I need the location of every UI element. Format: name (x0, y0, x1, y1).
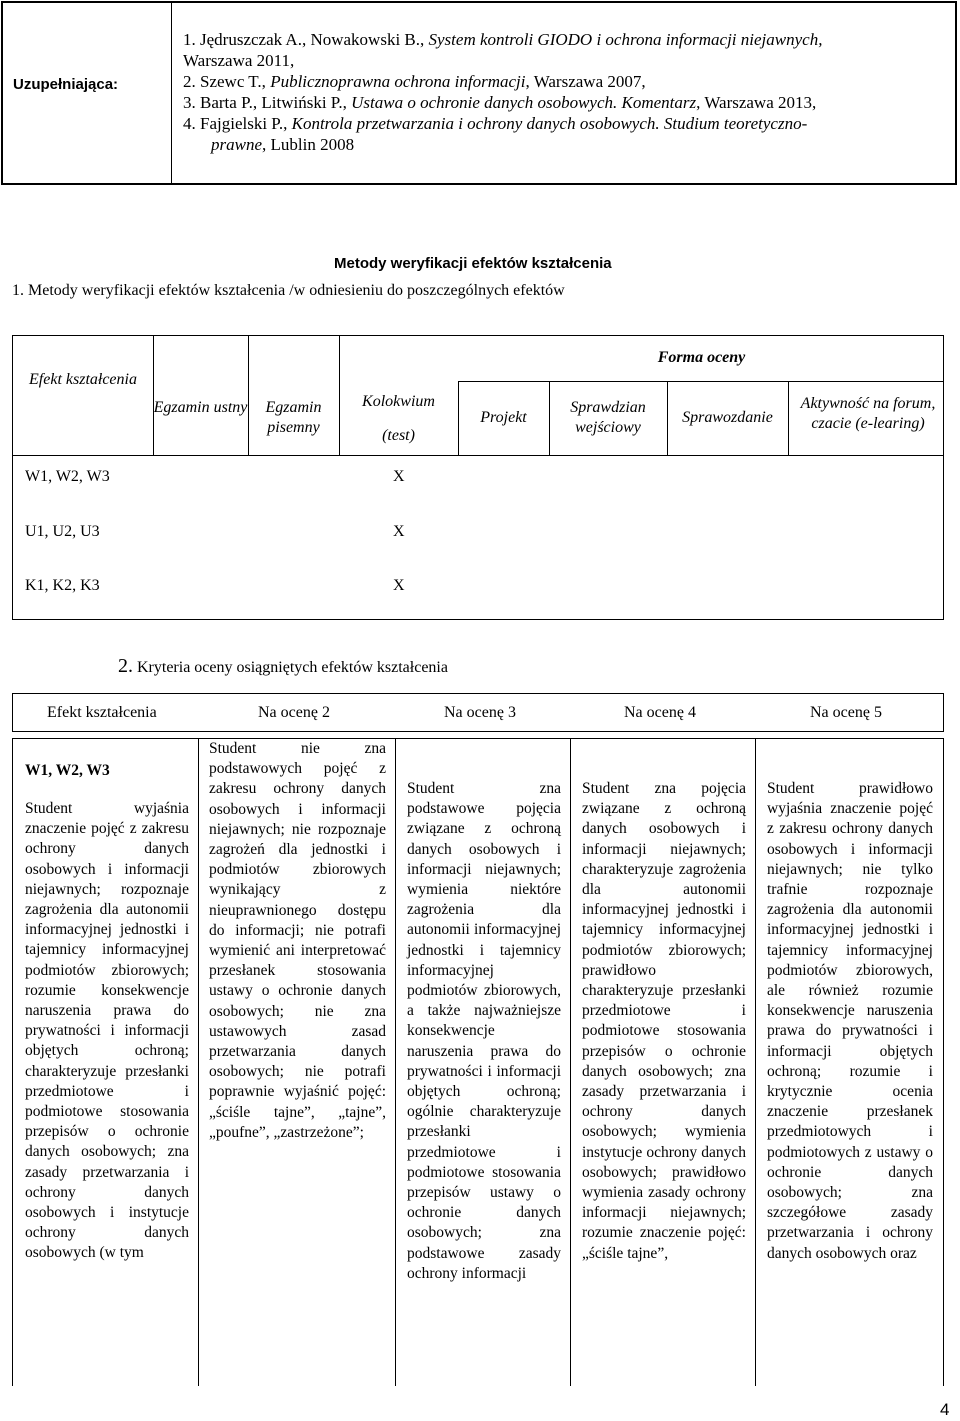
header-sprawozdanie: Sprawozdanie (682, 409, 773, 426)
col-divider (153, 336, 154, 455)
methods-heading: Metody weryfikacji efektów kształcenia (334, 255, 612, 272)
row-mark-w: X (393, 468, 405, 485)
page-number: 4 (940, 1400, 950, 1419)
methods-subtitle: 1. Metody weryfikacji efektów kształcenia /w odniesieniu do poszczególnych efektów (12, 282, 565, 299)
bibliography-divider (171, 3, 172, 183)
header-forma-oceny: Forma oceny (657, 349, 746, 366)
criteria-header-grade-2: Na ocenę 2 (258, 704, 330, 721)
criteria-grade-2-text: Student nie zna podstawowych pojęć z zakresu ochrony danych osobowych i informacji niejawnych; nie rozpoznaje zagrożeń dla jednostki i podmiotów zbiorowych wynikający z nieuprawnionego dostępu do informacji; nie potrafi wymienić ani interpretować przesłanek stosowania ustawy o ochronie danych osobowych; nie zna ustawowych zasad przetwarzania danych osobowych; nie potrafi poprawnie wyjaśnić pojęć: „ściśle tajne”, „tajne”, „poufne”, „zastrzeżone”; (209, 740, 386, 1141)
col-divider (198, 739, 199, 1386)
header-test: (test) (382, 427, 415, 444)
row-label-k: K1, K2, K3 (25, 577, 100, 594)
criteria-effect-text: Student wyjaśnia znaczenie pojęć z zakresu ochrony danych osobowych i informacji niejawnych; rozpoznaje zagrożenia dla autonomii informacyjnej jednostki i tajemnicy informacyjnej podmiotów zbiorowych; rozumie konsekwencje naruszenia prawa do prywatności i informacji objętych ochroną; charakteryzuje przesłanki przedmiotowe i podmiotowe stosowania przepisów o ochronie danych osobowych; zna zasady przetwarzania i ochrony danych osobowych i instytucje ochrony danych osobowych (w tym (25, 800, 189, 1262)
header-egzamin-pisemny: Egzamin pisemny (265, 399, 322, 436)
criteria-table (12, 738, 944, 1386)
row-mark-u: X (393, 523, 405, 540)
row-label-w: W1, W2, W3 (25, 468, 110, 485)
criteria-effect-label: W1, W2, W3 (25, 762, 110, 779)
bibliography-item-2: 2. Szewc T., Publicznoprawna ochrona informacji, Warszawa 2007, (183, 72, 646, 91)
bibliography-item-1: 1. Jędruszczak A., Nowakowski B., System kontroli GIODO i ochrona informacji niejawnych, Warszawa 2011, (183, 30, 823, 70)
row-label-u: U1, U2, U3 (25, 523, 100, 540)
header-aktywnosc: Aktywność na forum, czacie (e-learing) (800, 395, 936, 432)
bibliography-label: Uzupełniająca: (13, 76, 119, 93)
header-sprawdzian: Sprawdzian wejściowy (570, 399, 646, 436)
bibliography-box (1, 1, 957, 185)
bibliography-item-3: 3. Barta P., Litwiński P., Ustawa o ochronie danych osobowych. Komentarz, Warszawa 2013, (183, 93, 817, 112)
col-divider (755, 739, 756, 1386)
header-egzamin-ustny: Egzamin ustny (153, 399, 248, 416)
criteria-title: 2. Kryteria oceny osiągniętych efektów kształcenia (118, 655, 448, 677)
criteria-header (12, 693, 944, 732)
bibliography-item-4: 4. Fajgielski P., Kontrola przetwarzania i ochrony danych osobowych. Studium teoretyczno- prawne, Lublin 2008 (183, 114, 808, 154)
methods-table (12, 335, 944, 620)
header-kolokwium: Kolokwium (362, 393, 435, 410)
criteria-header-grade-5: Na ocenę 5 (810, 704, 882, 721)
header-effect: Efekt kształcenia (29, 371, 137, 388)
forma-oceny-underline (458, 381, 943, 382)
header-bottom-line (13, 455, 943, 456)
criteria-header-grade-3: Na ocenę 3 (444, 704, 516, 721)
criteria-header-grade-4: Na ocenę 4 (624, 704, 696, 721)
row-mark-k: X (393, 577, 405, 594)
criteria-grade-5-text: Student prawidłowo wyjaśnia znaczenie pojęć z zakresu ochrony danych osobowych i informacji niejawnych; nie tylko trafnie rozpoznaje zagrożenia dla autonomii informacyjnej jednostki i tajemnicy informacyjnej podmiotów zbiorowych, ale również rozumie konsekwencje naruszenia prawa do prywatności i informacji objętych ochroną; rozumie i krytycznie ocenia znaczenie przesłanek przedmiotowych i podmiotowych z ustawy o ochronie danych osobowych; zna szczegółowe zasady przetwarzania i ochrony danych osobowych oraz (767, 780, 933, 1262)
col-divider (788, 381, 789, 455)
col-divider (395, 739, 396, 1386)
bibliography-list (183, 29, 822, 155)
criteria-grade-4-text: Student zna pojęcia związane z ochroną danych osobowych i informacji niejawnych; charakteryzuje zagrożenia dla autonomii informacyjnej jednostki i tajemnicy informacyjnej podmiotów zbiorowych; prawidłowo charakteryzuje przesłanki przedmiotowe i podmiotowe stosowania przepisów o ochronie danych osobowych; zna zasady przetwarzania i ochrony danych osobowych; wymienia instytucje ochrony danych osobowych; prawidłowo wymienia zasady ochrony informacji niejawnych; rozumie znaczenie pojęć: „ściśle tajne”, (582, 780, 746, 1262)
criteria-grade-3-text: Student zna podstawowe pojęcia związane z ochroną danych osobowych i informacji niejawnych; wymienia niektóre zagrożenia dla autonomii informacyjnej jednostki i tajemnicy informacyjnej podmiotów zbiorowych, a także najważniejsze konsekwencje naruszenia prawa do prywatności i informacji objętych ochroną; ogólnie charakteryzuje przesłanki przedmiotowe i podmiotowe stosowania przepisów ustawy o ochronie danych osobowych; zna podstawowe zasady ochrony informacji (407, 780, 561, 1282)
criteria-header-effect: Efekt kształcenia (47, 704, 157, 721)
header-projekt: Projekt (480, 409, 527, 426)
col-divider (570, 739, 571, 1386)
